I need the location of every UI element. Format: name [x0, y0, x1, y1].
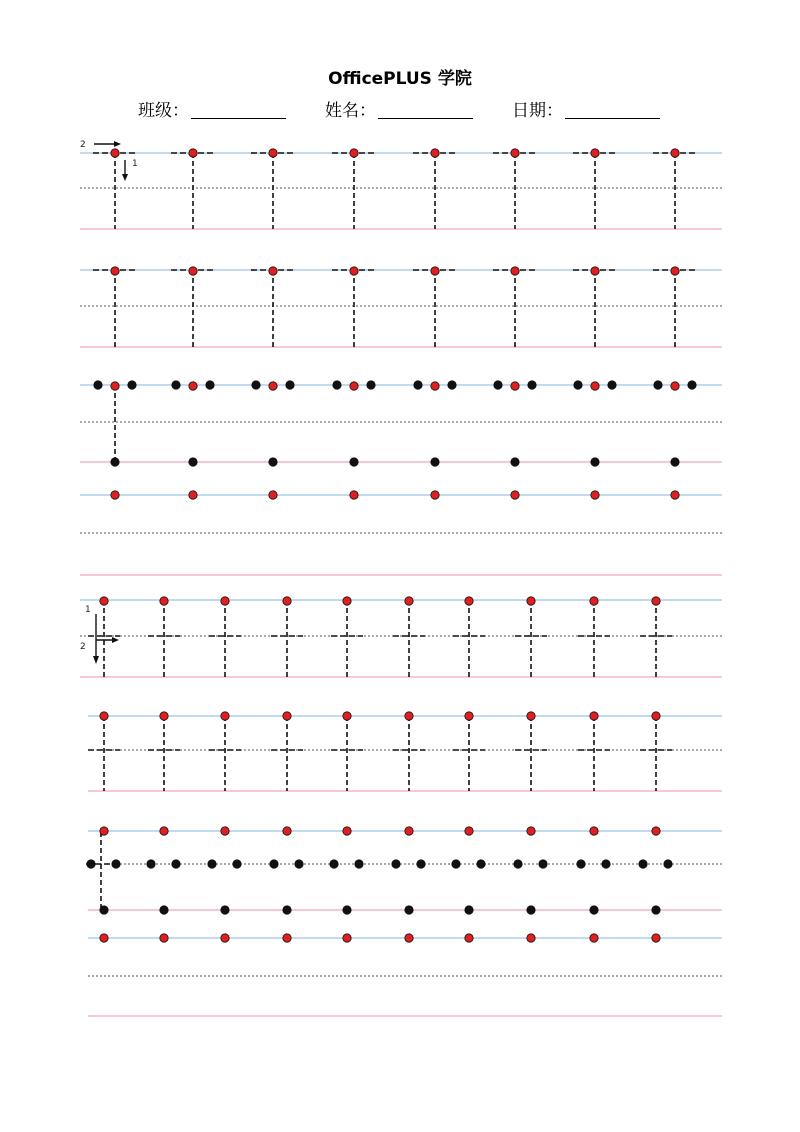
start-dot [283, 712, 291, 720]
date-label: 日期： [512, 101, 563, 121]
start-dot [671, 267, 679, 275]
start-dot [343, 597, 351, 605]
start-dot [527, 827, 535, 835]
point-dot [286, 381, 294, 389]
point-dot [414, 381, 422, 389]
point-dot [94, 381, 102, 389]
start-dot [160, 597, 168, 605]
start-dot [511, 267, 519, 275]
start-dot [189, 267, 197, 275]
point-dot [465, 906, 473, 914]
point-dot [367, 381, 375, 389]
start-dot [465, 934, 473, 942]
point-dot [172, 381, 180, 389]
start-dot [343, 712, 351, 720]
point-dot [87, 860, 95, 868]
start-dot [100, 597, 108, 605]
point-dot [431, 458, 439, 466]
point-dot [128, 381, 136, 389]
point-dot [172, 860, 180, 868]
start-dot [350, 491, 358, 499]
start-dot [405, 827, 413, 835]
start-dot [405, 934, 413, 942]
start-dot [591, 149, 599, 157]
point-dot [654, 381, 662, 389]
point-dot [295, 860, 303, 868]
point-dot [577, 860, 585, 868]
start-dot [221, 597, 229, 605]
point-dot [270, 860, 278, 868]
point-dot [112, 860, 120, 868]
start-dot [343, 934, 351, 942]
start-dot [591, 491, 599, 499]
guide-arrows-block-2 [80, 605, 119, 664]
start-dot [350, 267, 358, 275]
point-dot [417, 860, 425, 868]
start-dot [527, 597, 535, 605]
start-dot [590, 934, 598, 942]
point-dot [343, 906, 351, 914]
point-dot [208, 860, 216, 868]
point-dot [688, 381, 696, 389]
start-dot [652, 712, 660, 720]
writing-grid [80, 149, 722, 1016]
start-dot [671, 382, 679, 390]
start-dot [591, 382, 599, 390]
start-dot [269, 267, 277, 275]
start-dot [283, 827, 291, 835]
point-dot [664, 860, 672, 868]
start-dot [465, 712, 473, 720]
start-dot [189, 382, 197, 390]
arrow-label-1b: 1 [85, 605, 91, 615]
page-title: OfficePLUS 学院 [328, 69, 472, 89]
start-dot [431, 267, 439, 275]
start-dot [652, 597, 660, 605]
start-dot [671, 149, 679, 157]
point-dot [330, 860, 338, 868]
name-label: 姓名： [325, 101, 376, 121]
arrow-label-2b: 2 [80, 642, 86, 652]
point-dot [206, 381, 214, 389]
start-dot [111, 382, 119, 390]
point-dot [608, 381, 616, 389]
start-dot [189, 491, 197, 499]
point-dot [494, 381, 502, 389]
point-dot [639, 860, 647, 868]
start-dot [405, 597, 413, 605]
start-dot [511, 491, 519, 499]
point-dot [252, 381, 260, 389]
point-dot [189, 458, 197, 466]
start-dot [527, 934, 535, 942]
point-dot [539, 860, 547, 868]
point-dot [448, 381, 456, 389]
point-dot [160, 906, 168, 914]
point-dot [590, 906, 598, 914]
point-dot [111, 458, 119, 466]
arrow-label-1: 1 [132, 159, 138, 169]
start-dot [350, 149, 358, 157]
point-dot [511, 458, 519, 466]
point-dot [350, 458, 358, 466]
point-dot [221, 906, 229, 914]
start-dot [590, 712, 598, 720]
start-dot [283, 934, 291, 942]
start-dot [652, 827, 660, 835]
start-dot [111, 267, 119, 275]
point-dot [514, 860, 522, 868]
start-dot [591, 267, 599, 275]
point-dot [477, 860, 485, 868]
start-dot [189, 149, 197, 157]
start-dot [652, 934, 660, 942]
start-dot [671, 491, 679, 499]
start-dot [590, 597, 598, 605]
start-dot [269, 149, 277, 157]
point-dot [671, 458, 679, 466]
start-dot [350, 382, 358, 390]
point-dot [602, 860, 610, 868]
start-dot [431, 382, 439, 390]
start-dot [511, 149, 519, 157]
start-dot [269, 382, 277, 390]
start-dot [221, 712, 229, 720]
start-dot [100, 712, 108, 720]
start-dot [465, 597, 473, 605]
point-dot [100, 906, 108, 914]
start-dot [160, 934, 168, 942]
start-dot [100, 934, 108, 942]
start-dot [431, 149, 439, 157]
arrow-label-2: 2 [80, 140, 86, 150]
start-dot [431, 491, 439, 499]
point-dot [574, 381, 582, 389]
start-dot [590, 827, 598, 835]
start-dot [160, 827, 168, 835]
start-dot [527, 712, 535, 720]
point-dot [333, 381, 341, 389]
start-dot [111, 149, 119, 157]
start-dot [405, 712, 413, 720]
point-dot [392, 860, 400, 868]
point-dot [355, 860, 363, 868]
point-dot [591, 458, 599, 466]
point-dot [405, 906, 413, 914]
start-dot [111, 491, 119, 499]
point-dot [528, 381, 536, 389]
point-dot [283, 906, 291, 914]
start-dot [100, 827, 108, 835]
point-dot [652, 906, 660, 914]
point-dot [233, 860, 241, 868]
start-dot [221, 827, 229, 835]
start-dot [269, 491, 277, 499]
class-label: 班级： [138, 101, 189, 121]
start-dot [465, 827, 473, 835]
guide-arrows-block-1 [80, 140, 138, 181]
start-dot [221, 934, 229, 942]
point-dot [452, 860, 460, 868]
start-dot [511, 382, 519, 390]
start-dot [160, 712, 168, 720]
start-dot [343, 827, 351, 835]
point-dot [269, 458, 277, 466]
point-dot [147, 860, 155, 868]
start-dot [283, 597, 291, 605]
point-dot [527, 906, 535, 914]
